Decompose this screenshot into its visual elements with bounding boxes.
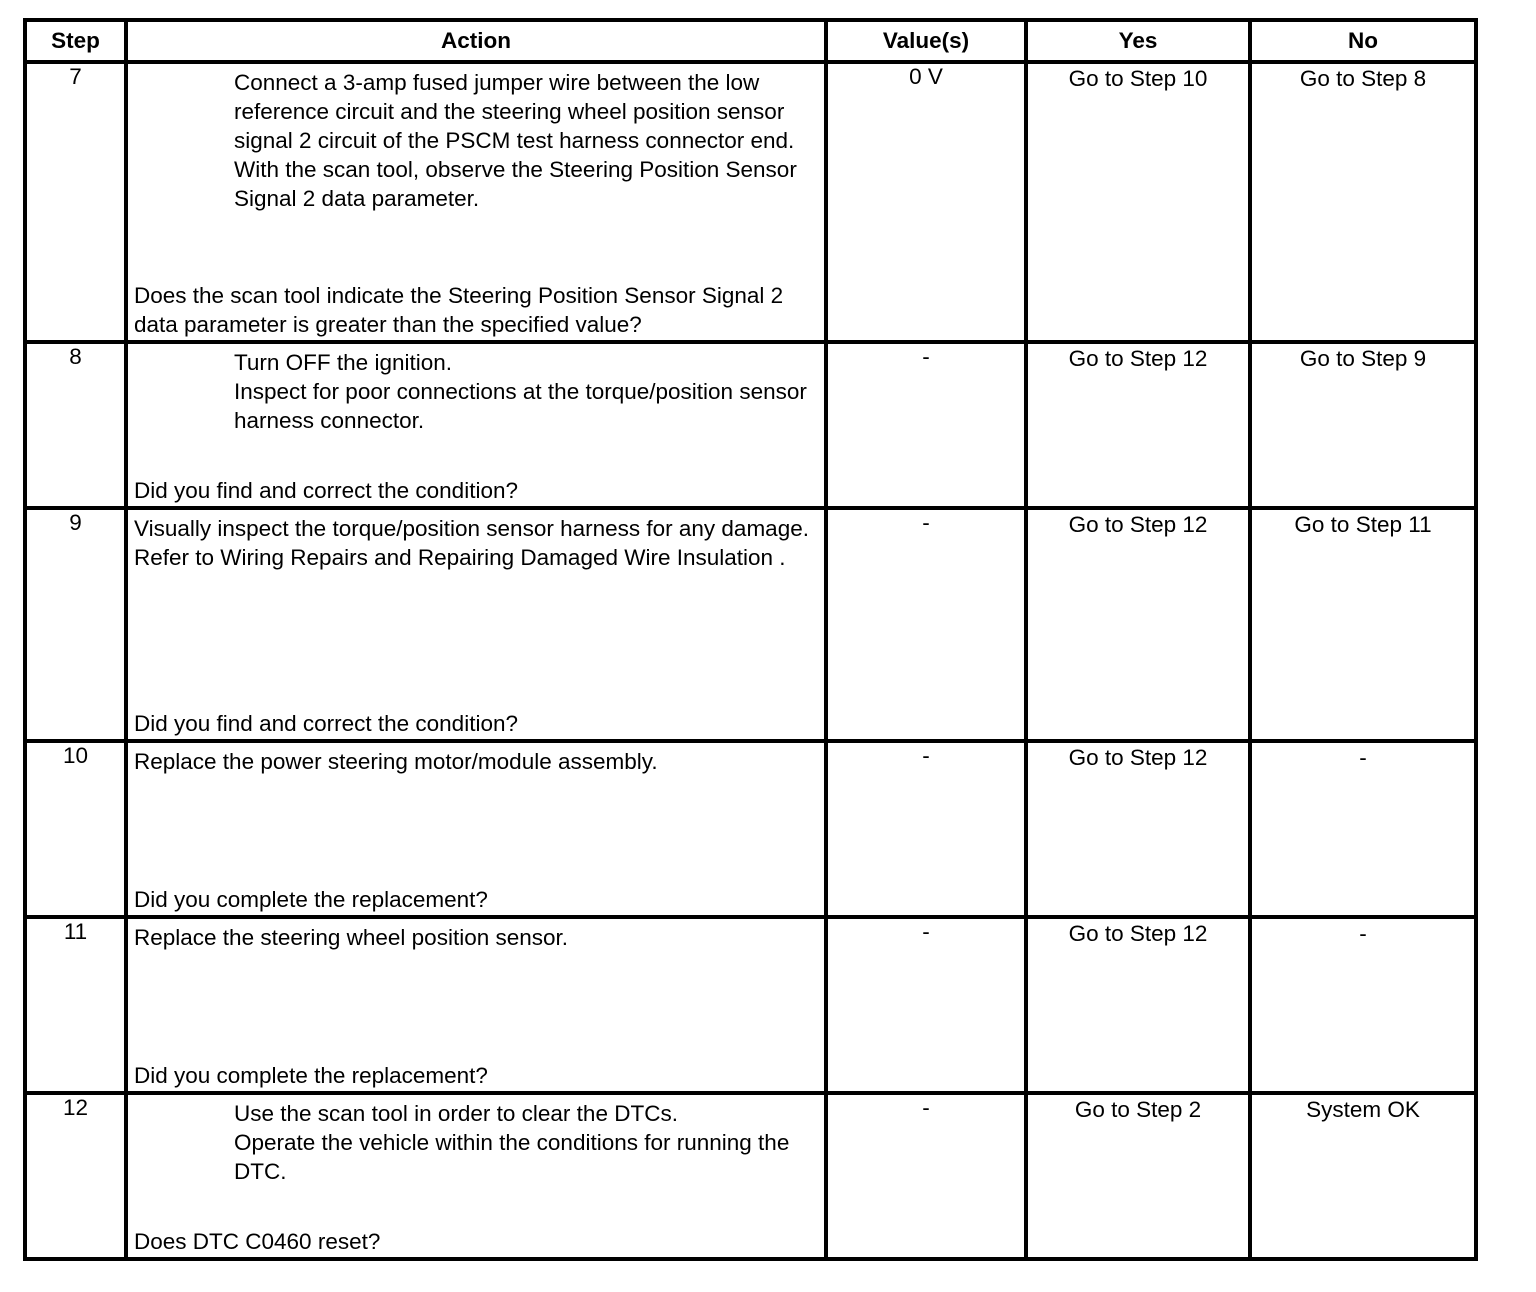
no-cell: System OK xyxy=(1250,1093,1476,1259)
table-row xyxy=(25,917,1476,1093)
header-yes: Yes xyxy=(1026,20,1250,62)
step-number: 8 xyxy=(25,342,126,508)
action-step: Connect a 3-amp fused jumper wire between the low reference circuit and the steering wheel position sensor signal 2 circuit of the PSCM test harness connector end. xyxy=(234,70,795,153)
table-row xyxy=(25,741,1476,917)
yes-cell: Go to Step 12 xyxy=(1026,741,1250,917)
action-question: Does the scan tool indicate the Steering Position Sensor Signal 2 data parameter is greater than the specified value? xyxy=(134,283,784,337)
yes-cell: Go to Step 10 xyxy=(1026,62,1250,342)
step-number: 7 xyxy=(25,62,126,342)
header-step: Step xyxy=(25,20,126,62)
yes-cell: Go to Step 2 xyxy=(1026,1093,1250,1259)
action-cell xyxy=(126,508,826,741)
action-cell xyxy=(126,342,826,508)
value-cell: - xyxy=(826,342,1026,508)
yes-cell: Go to Step 12 xyxy=(1026,917,1250,1093)
value-cell: - xyxy=(826,1093,1026,1259)
action-cell xyxy=(126,62,826,342)
no-cell: - xyxy=(1250,741,1476,917)
header-row xyxy=(25,20,1476,62)
action-text: Replace the steering wheel position sensor. xyxy=(134,925,569,950)
value-cell: - xyxy=(826,917,1026,1093)
yes-cell: Go to Step 12 xyxy=(1026,508,1250,741)
action-question: Does DTC C0460 reset? xyxy=(134,1229,381,1254)
action-step: With the scan tool, observe the Steering Position Sensor Signal 2 data parameter. xyxy=(234,157,797,211)
action-step: Use the scan tool in order to clear the DTCs. xyxy=(234,1101,678,1126)
value-cell: - xyxy=(826,741,1026,917)
table-row xyxy=(25,342,1476,508)
yes-cell: Go to Step 12 xyxy=(1026,342,1250,508)
step-number: 10 xyxy=(25,741,126,917)
no-cell: - xyxy=(1250,917,1476,1093)
header-values: Value(s) xyxy=(826,20,1026,62)
action-question: Did you find and correct the condition? xyxy=(134,711,518,736)
table-row xyxy=(25,508,1476,741)
value-cell: - xyxy=(826,508,1026,741)
action-text: Visually inspect the torque/position sensor harness for any damage. Refer to Wiring Repairs and Repairing Damaged Wire Insulation . xyxy=(134,516,809,570)
step-number: 11 xyxy=(25,917,126,1093)
table-row xyxy=(25,1093,1476,1259)
header-action: Action xyxy=(126,20,826,62)
action-cell xyxy=(126,741,826,917)
action-steps xyxy=(128,64,824,213)
action-cell xyxy=(126,917,826,1093)
header-no: No xyxy=(1250,20,1476,62)
table-row xyxy=(25,62,1476,342)
action-question: Did you complete the replacement? xyxy=(134,887,488,912)
action-step: Inspect for poor connections at the torque/position sensor harness connector. xyxy=(234,379,807,433)
no-cell: Go to Step 11 xyxy=(1250,508,1476,741)
action-question: Did you find and correct the condition? xyxy=(134,478,518,503)
no-cell: Go to Step 9 xyxy=(1250,342,1476,508)
step-number: 12 xyxy=(25,1093,126,1259)
diagnostic-table xyxy=(23,18,1478,1261)
no-cell: Go to Step 8 xyxy=(1250,62,1476,342)
action-step: Turn OFF the ignition. xyxy=(234,350,453,375)
action-cell xyxy=(126,1093,826,1259)
action-text: Replace the power steering motor/module assembly. xyxy=(134,749,658,774)
action-step: Operate the vehicle within the conditions for running the DTC. xyxy=(234,1130,790,1184)
action-steps xyxy=(128,344,824,435)
step-number: 9 xyxy=(25,508,126,741)
value-cell: 0 V xyxy=(826,62,1026,342)
action-steps xyxy=(128,1095,824,1186)
action-question: Did you complete the replacement? xyxy=(134,1063,488,1088)
